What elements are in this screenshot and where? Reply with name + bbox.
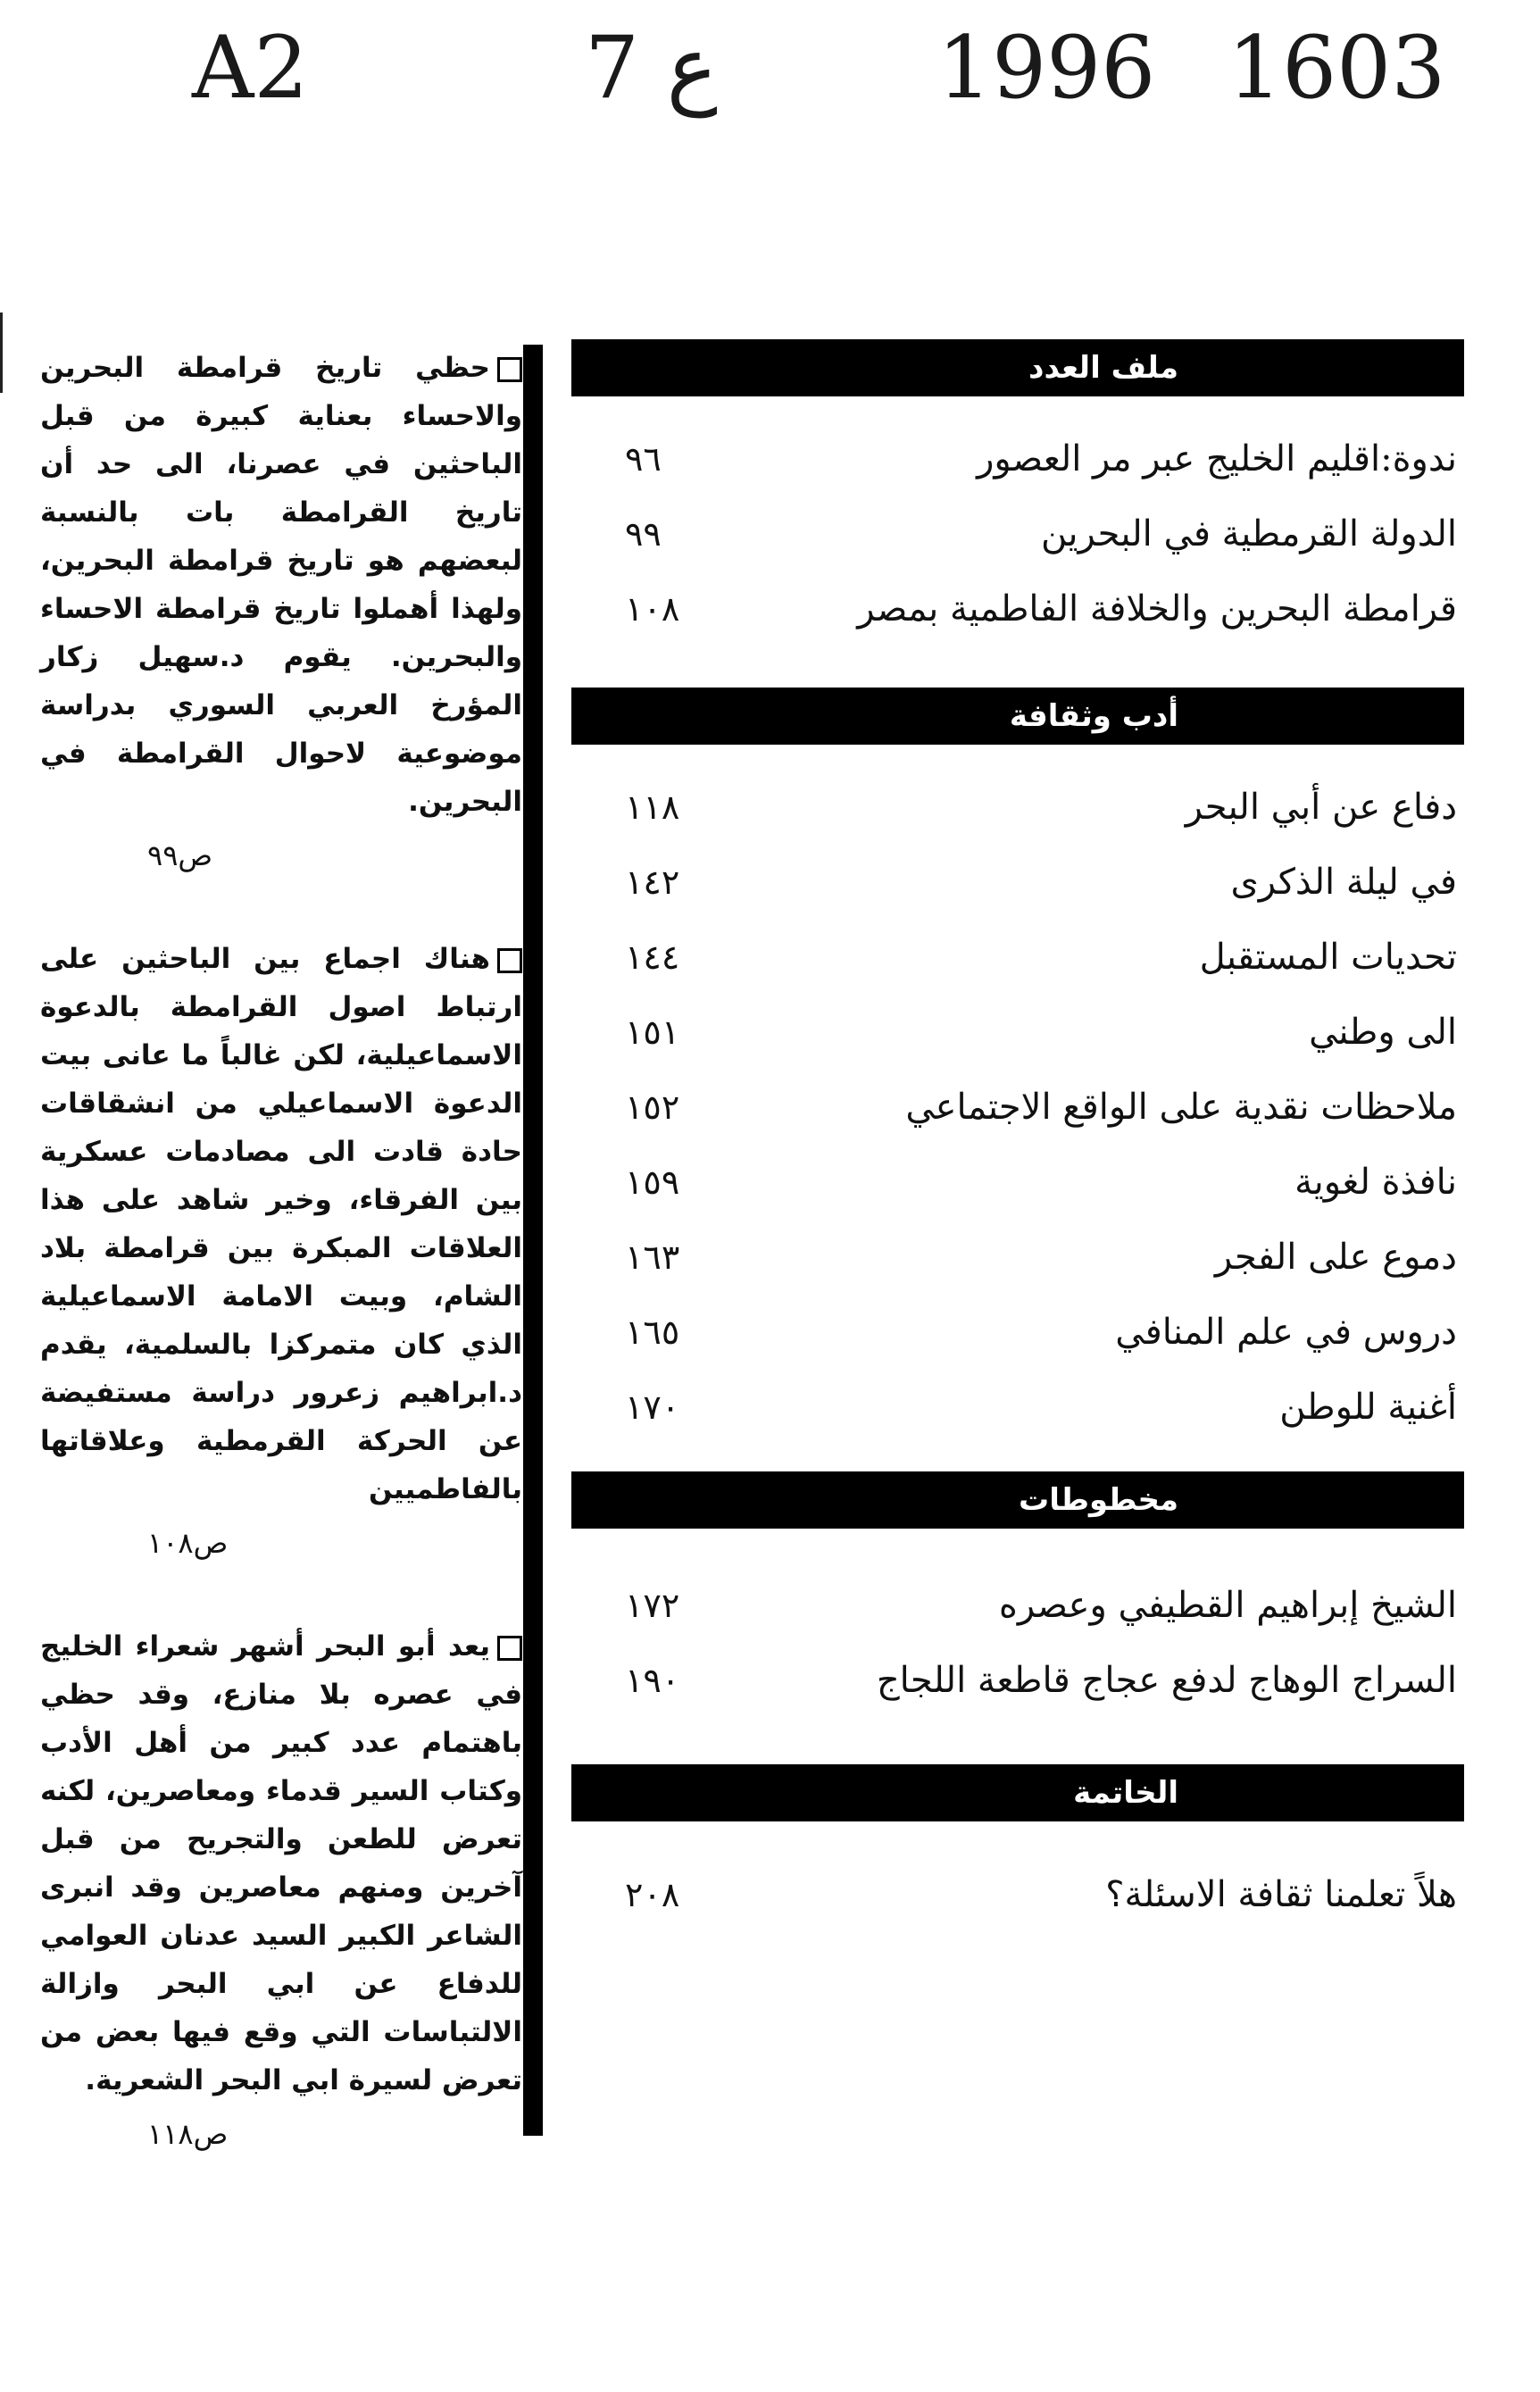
section-issue-file — [571, 339, 1464, 646]
summary-note — [40, 935, 522, 1513]
page-reference[interactable]: ص١٠٨ — [147, 1526, 229, 1560]
toc-item-page: ١٥١ — [625, 1013, 680, 1052]
toc-item[interactable] — [571, 845, 1464, 920]
section-header: أدب وثقافة — [571, 688, 1464, 745]
checkbox-bullet-icon — [497, 1636, 522, 1661]
summary-text: هناك اجماع بين الباحثين على ارتباط اصول القرامطة بالدعوة الاسماعيلية، لكن غالباً ما عانى بيت الدعوة الاسماعيلي من انشقاقات حادة قادت الى مصادمات عسكرية بين الفرقاء، وخير شاهد على هذا العلاقات المبكرة بين قرامطة بلاد الشام، وبيت الامامة الاسماعيلية الذي كان متمركزا بالسلمية، يقدم د.ابراهيم زعرور دراسة مستفيضة عن الحركة القرمطية وعلاقاتها بالفاطميين — [40, 943, 522, 1505]
toc-item-page: ١٤٢ — [625, 863, 680, 902]
toc-item-title: السراج الوهاج لدفع عجاج قاطعة اللجاج — [876, 1660, 1457, 1701]
section-header: مخطوطات — [571, 1471, 1464, 1529]
toc-item-title: الدولة القرمطية في البحرين — [1040, 513, 1457, 554]
toc-item-page: ١٩٠ — [625, 1661, 680, 1700]
handwritten-mark-2: 7 ع — [585, 18, 718, 118]
toc-item-page: ١٧٠ — [625, 1388, 680, 1427]
checkbox-bullet-icon — [497, 357, 522, 382]
table-of-contents — [571, 339, 1464, 1932]
toc-item-page: ١٤٤ — [625, 938, 680, 977]
toc-item[interactable] — [571, 1857, 1464, 1932]
section-literature — [571, 688, 1464, 1445]
toc-item-page: ١٦٣ — [625, 1238, 680, 1277]
toc-item-title: أغنية للوطن — [1279, 1387, 1457, 1428]
section-conclusion — [571, 1764, 1464, 1932]
toc-item-title: ندوة:اقليم الخليج عبر مر العصور — [977, 438, 1457, 479]
scan-edge-mark — [0, 313, 3, 393]
handwritten-year: 1996 — [937, 18, 1156, 118]
toc-item-title: الشيخ إبراهيم القطيفي وعصره — [998, 1585, 1457, 1626]
toc-item-page: ١٦٥ — [625, 1313, 680, 1352]
section-header: الخاتمة — [571, 1764, 1464, 1821]
summary-note — [40, 344, 522, 826]
toc-item-page: ٩٦ — [625, 439, 662, 479]
summary-note — [40, 1622, 522, 2104]
toc-item[interactable] — [571, 1070, 1464, 1145]
toc-item-title: نافذة لغوية — [1294, 1162, 1457, 1203]
toc-item-page: ١٥٩ — [625, 1163, 680, 1202]
toc-item[interactable] — [571, 1295, 1464, 1370]
toc-item-page: ١٠٨ — [625, 589, 680, 629]
toc-item-title: دفاع عن أبي البحر — [1185, 787, 1457, 828]
toc-item-page: ٩٩ — [625, 514, 662, 554]
toc-item-page: ٢٠٨ — [625, 1875, 680, 1914]
toc-item[interactable] — [571, 421, 1464, 496]
article-summaries — [40, 344, 522, 2151]
toc-item-title: تحديات المستقبل — [1199, 937, 1457, 978]
toc-item[interactable] — [571, 1370, 1464, 1445]
toc-item-title: قرامطة البحرين والخلافة الفاطمية بمصر — [857, 588, 1457, 629]
toc-item-title: ملاحظات نقدية على الواقع الاجتماعي — [905, 1087, 1457, 1128]
toc-item-page: ١٥٢ — [625, 1088, 680, 1127]
toc-item-title: هلاً تعلمنا ثقافة الاسئلة؟ — [1105, 1874, 1457, 1915]
toc-item-title: دموع على الفجر — [1214, 1237, 1457, 1278]
toc-item[interactable] — [571, 920, 1464, 995]
toc-item-title: دروس في علم المنافي — [1115, 1312, 1457, 1353]
page-reference[interactable]: ص٩٩ — [147, 838, 213, 872]
section-manuscripts — [571, 1471, 1464, 1718]
section-header: ملف العدد — [571, 339, 1464, 396]
checkbox-bullet-icon — [497, 948, 522, 973]
toc-item-page: ١١٨ — [625, 788, 680, 827]
toc-item[interactable] — [571, 1568, 1464, 1643]
handwritten-mark-1: A2 — [192, 18, 309, 118]
toc-item-page: ١٧٢ — [625, 1586, 680, 1625]
toc-item[interactable] — [571, 1643, 1464, 1718]
toc-item[interactable] — [571, 1145, 1464, 1220]
toc-item[interactable] — [571, 770, 1464, 845]
toc-item[interactable] — [571, 571, 1464, 646]
summary-text: يعد أبو البحر أشهر شعراء الخليج في عصره بلا منازع، وقد حظي باهتمام عدد كبير من أهل الأدب وكتاب السير قدماء ومعاصرين، لكنه تعرض للطعن والتجريح من قبل آخرين ومنهم معاصرين وقد انبرى الشاعر الكبير السيد عدنان العوامي للدفاع عن ابي البحر وازالة الالتباسات التي وقع فيها بعض من تعرض لسيرة ابي البحر الشعرية. — [40, 1630, 522, 2096]
handwritten-number: 1603 — [1228, 18, 1446, 118]
page-reference[interactable]: ص١١٨ — [147, 2117, 229, 2151]
toc-item-title: في ليلة الذكرى — [1230, 862, 1457, 903]
summary-text: حظي تاريخ قرامطة البحرين والاحساء بعناية كبيرة من قبل الباحثين في عصرنا، الى حد أن تاريخ القرامطة بات بالنسبة لبعضهم هو تاريخ قرامطة البحرين، ولهذا أهملوا تاريخ قرامطة الاحساء والبحرين. يقوم د.سهيل زكار المؤرخ العربي السوري بدراسة موضوعية لاحوال القرامطة في البحرين. — [40, 352, 522, 818]
toc-item[interactable] — [571, 1220, 1464, 1295]
column-divider — [523, 345, 543, 2136]
toc-item-title: الى وطني — [1309, 1012, 1457, 1053]
toc-item[interactable] — [571, 496, 1464, 571]
toc-item[interactable] — [571, 995, 1464, 1070]
